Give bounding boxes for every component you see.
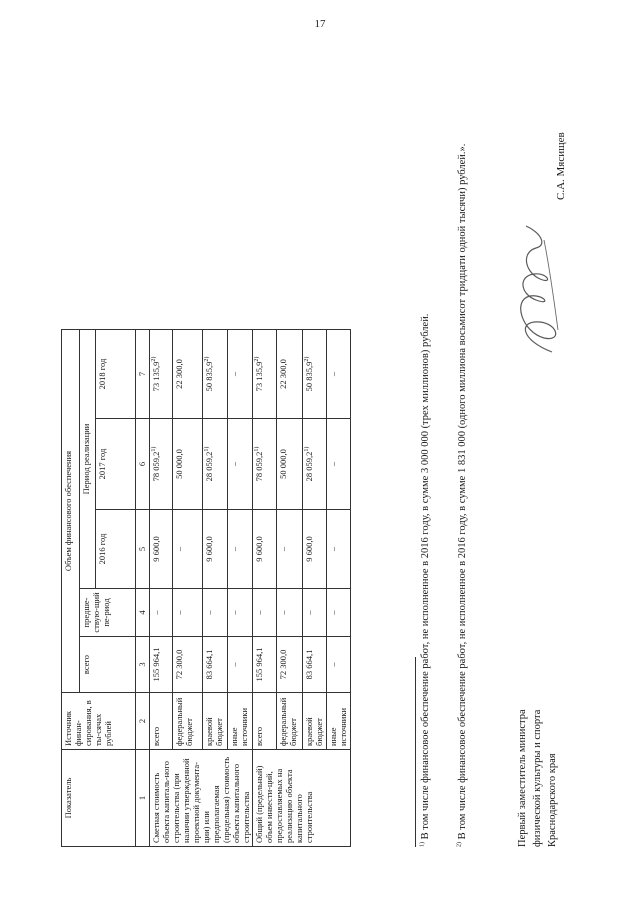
footnote-1 (418, 67, 434, 847)
footnote-ref: 2) (203, 356, 210, 362)
y2018-cell: 22 300,0 (173, 330, 202, 419)
y2018-value: 50 835,9 (304, 361, 315, 392)
prev-period-cell: – (327, 589, 351, 637)
source-cell: всего (150, 693, 173, 750)
source-cell: всего (253, 693, 277, 750)
y2017-value: 28 059,2 (304, 451, 315, 482)
y2018-cell (150, 330, 173, 419)
y2017-cell (303, 419, 327, 510)
y2018-value: 73 135,9 (151, 361, 161, 392)
prev-period-cell: – (150, 589, 173, 637)
col-number: 7 (136, 330, 150, 419)
col-number: 1 (136, 750, 150, 847)
header-year-2017: 2017 год (96, 419, 136, 510)
col-number: 6 (136, 419, 150, 510)
prev-period-cell: – (253, 589, 277, 637)
col-number: 3 (136, 637, 150, 693)
source-cell: краевой бюджет (303, 693, 327, 750)
y2017-cell: – (227, 419, 252, 510)
footnote-ref: 2) (151, 356, 158, 362)
total-cell: 72 300,0 (173, 637, 202, 693)
footnote-ref: 1) (254, 446, 261, 452)
y2018-cell (253, 330, 277, 419)
y2016-cell: – (227, 510, 252, 589)
y2017-value: 28 059,2 (203, 451, 214, 482)
source-cell: федеральный бюджет (277, 693, 303, 750)
signatory-name: С.А. Мясищев (555, 132, 567, 200)
prev-period-cell: – (227, 589, 252, 637)
col-number: 2 (136, 693, 150, 750)
y2018-cell (303, 330, 327, 419)
prev-period-cell: – (277, 589, 303, 637)
source-cell: федеральный бюджет (173, 693, 202, 750)
header-indicator: Показатель (62, 750, 136, 847)
y2018-cell (202, 330, 227, 419)
y2018-cell: – (327, 330, 351, 419)
y2016-cell: – (277, 510, 303, 589)
y2017-value: 78 059,2 (254, 451, 265, 482)
funding-table (61, 329, 351, 847)
total-cell: – (327, 637, 351, 693)
y2016-cell: 9 600,0 (150, 510, 173, 589)
y2017-cell (202, 419, 227, 510)
footnote-ref: 1) (151, 446, 158, 452)
header-year-2016: 2016 год (96, 510, 136, 589)
footnote-ref: 2) (254, 356, 261, 362)
signatory-position: Первый заместитель министра физической культуры и спорта Краснодарского края (517, 709, 559, 847)
y2018-value: 73 135,9 (254, 361, 265, 392)
footnote-separator (415, 657, 416, 847)
footnote-text: В том числе финансовое обеспечение работ, не исполненное в 2016 году, в сумме 3 000 000 (трех миллионов) рублей. (420, 313, 431, 840)
col-number: 4 (136, 589, 150, 637)
footnote-ref: 1) (203, 446, 210, 452)
page-number: 17 (314, 18, 326, 30)
header-funding-volume: Объем финансового обеспечения (62, 330, 80, 693)
total-cell: 155 964,1 (253, 637, 277, 693)
y2018-value: 50 835,9 (203, 361, 214, 392)
footnote-2 (455, 67, 471, 847)
header-total: всего (80, 637, 136, 693)
y2016-cell: 9 600,0 (253, 510, 277, 589)
source-cell: иные источники (227, 693, 252, 750)
prev-period-cell: – (303, 589, 327, 637)
y2016-cell: – (327, 510, 351, 589)
header-previous-period: предше-ствую-щий пе-риод (80, 589, 136, 637)
prev-period-cell: – (202, 589, 227, 637)
indicator-estimated-cost: Сметная стоимость объекта капиталь-ного строительства (при наличии утвержденной проектной документа-ции) или предполагаемая (предельная) стоимость объекта капитального строительства (150, 750, 253, 847)
source-cell: краевой бюджет (202, 693, 227, 750)
y2016-cell: 9 600,0 (303, 510, 327, 589)
total-cell: – (227, 637, 252, 693)
header-year-2018: 2018 год (96, 330, 136, 419)
header-sources: Источник финан-сирования, в ты-сячах рублей (62, 693, 136, 750)
total-cell: 83 664,1 (202, 637, 227, 693)
indicator-total-investment: Общий (предельный) объем инвести-ций, предоставляемых на реализацию объекта капитального строительства (253, 750, 351, 847)
prev-period-cell: – (173, 589, 202, 637)
footnote-text: В том числе финансовое обеспечение работ, не исполненное в 2016 году, в сумме 1 831 000 (одного миллиона восьмисот тридцати одной тысячи) рублей.». (457, 143, 468, 840)
handwritten-signature (500, 220, 570, 360)
footnote-ref: 1) (304, 446, 311, 452)
y2017-cell (150, 419, 173, 510)
y2017-cell (253, 419, 277, 510)
header-period: Период реализации (80, 330, 96, 589)
y2018-cell: 22 300,0 (277, 330, 303, 419)
total-cell: 72 300,0 (277, 637, 303, 693)
y2017-cell: 50 000,0 (277, 419, 303, 510)
footnote-mark: 2) (456, 842, 463, 847)
col-number: 5 (136, 510, 150, 589)
y2017-value: 78 059,2 (151, 451, 161, 482)
footnote-ref: 2) (304, 356, 311, 362)
y2016-cell: – (173, 510, 202, 589)
source-cell: иные источники (327, 693, 351, 750)
total-cell: 83 664,1 (303, 637, 327, 693)
y2016-cell: 9 600,0 (202, 510, 227, 589)
y2018-cell: – (227, 330, 252, 419)
footnote-mark: 1) (419, 842, 426, 847)
y2017-cell: – (327, 419, 351, 510)
total-cell: 155 964,1 (150, 637, 173, 693)
y2017-cell: 50 000,0 (173, 419, 202, 510)
